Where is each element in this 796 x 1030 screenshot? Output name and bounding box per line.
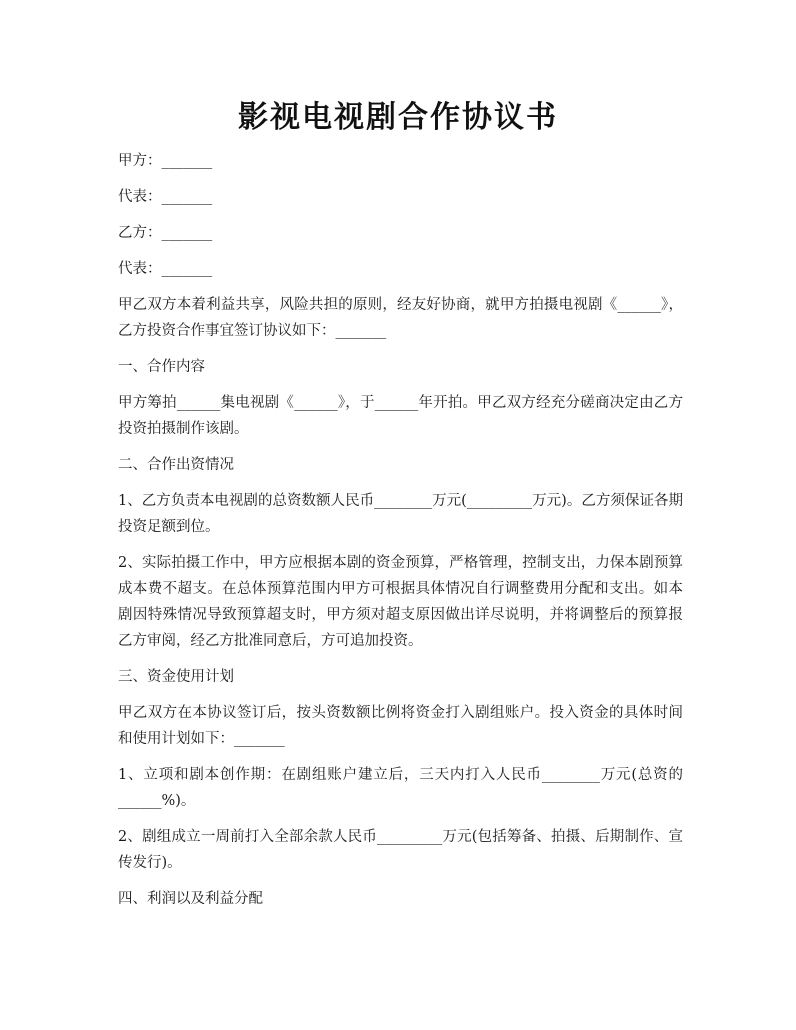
section-heading-cooperation-content: 一、合作内容: [118, 359, 205, 375]
section-heading-funding: 二、合作出资情况: [118, 457, 234, 473]
section-heading-fund-usage-plan: 三、资金使用计划: [118, 669, 234, 685]
cooperation-content-paragraph: 甲方筹拍______集电视剧《______》，于______年开拍。甲乙双方经充分磋商决定由乙方投资拍摄制作该剧。: [118, 395, 683, 437]
party-a-representative-line: 代表：_______: [118, 189, 213, 205]
party-b-representative-line: 代表：_______: [118, 261, 213, 277]
party-b-line: 乙方：_______: [118, 225, 213, 241]
fund-usage-clause-1: 1、立项和剧本创作期：在剧组账户建立后，三天内打入人民币________万元(总资的______%)。: [118, 767, 683, 809]
document-title: 影视电视剧合作协议书: [238, 100, 558, 135]
preamble-paragraph: 甲乙双方本着利益共享，风险共担的原则，经友好协商，就甲方拍摄电视剧《______》，乙方投资合作事宜签订协议如下：_______: [118, 297, 683, 339]
document-body: [118, 148, 683, 922]
fund-usage-paragraph: 甲乙双方在本协议签订后，按头资数额比例将资金打入剧组账户。投入资金的具体时间和使用计划如下：_______: [118, 705, 683, 747]
section-heading-profit-distribution: 四、利润以及利益分配: [118, 891, 263, 907]
funding-clause-1: 1、乙方负责本电视剧的总资数额人民币________万元(_________万元)。乙方须保证各期投资足额到位。: [118, 493, 683, 535]
party-a-line: 甲方：_______: [118, 153, 213, 169]
fund-usage-clause-2: 2、剧组成立一周前打入全部余款人民币_________万元(包括筹备、拍摄、后期制作、宣传发行)。: [118, 829, 683, 871]
funding-clause-2: 2、实际拍摄工作中，甲方应根据本剧的资金预算，严格管理，控制支出，力保本剧预算成本费不超支。在总体预算范围内甲方可根据具体情况自行调整费用分配和支出。如本剧因特殊情况导致预算超支时，甲方须对超支原因做出详尽说明，并将调整后的预算报乙方审阅，经乙方批准同意后，方可追加投资。: [118, 555, 683, 649]
